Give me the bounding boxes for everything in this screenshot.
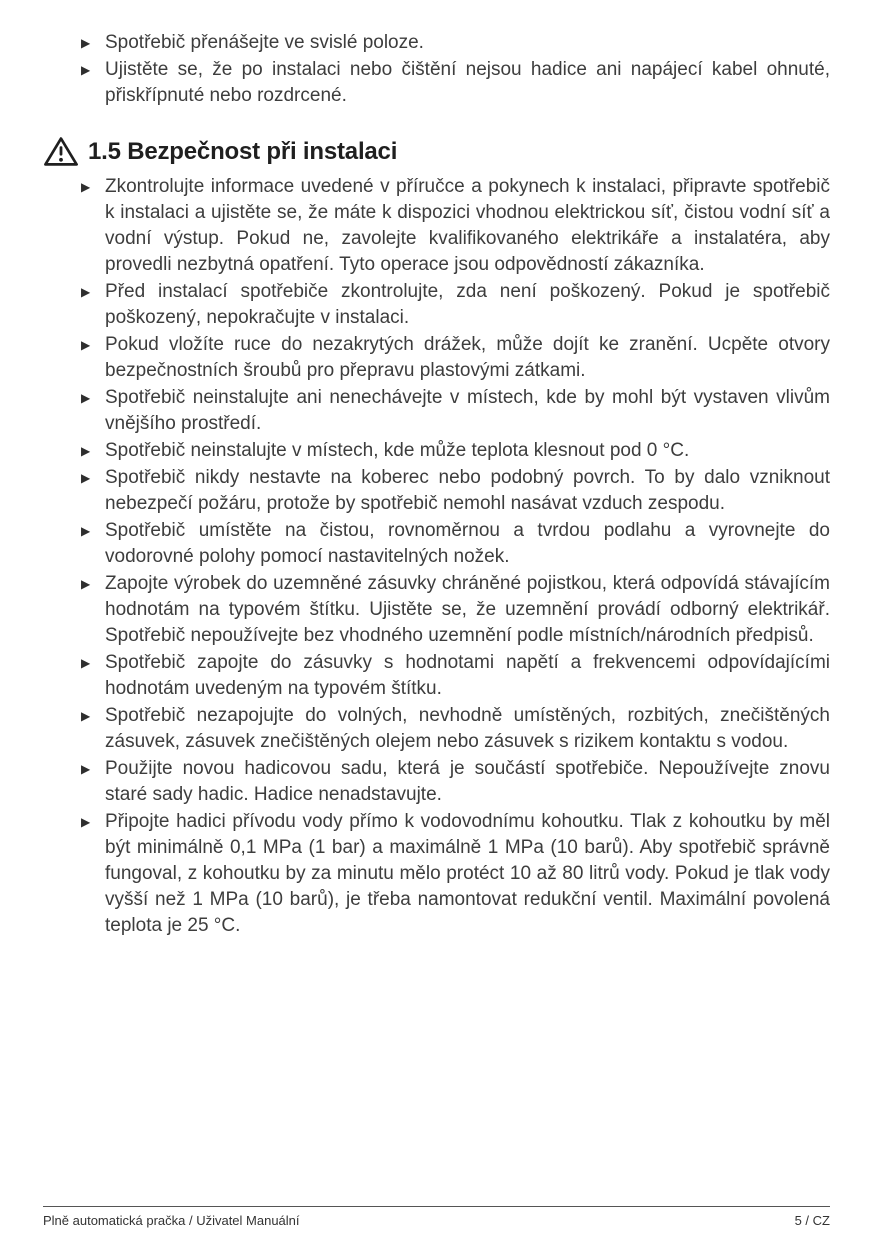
section-bullet-list <box>43 174 830 939</box>
bullet-text: Spotřebič umístěte na čistou, rovnoměrnou a tvrdou podlahu a vyrovnejte do vodorovné polohy pomocí nastavitelných nožek. <box>105 520 830 567</box>
bullet-text: Spotřebič neinstalujte ani nenechávejte v místech, kde by mohl být vystaven vlivům vnějšího prostředí. <box>105 387 830 434</box>
bullet-triangle-icon: ▶ <box>81 180 91 194</box>
list-item <box>43 703 830 755</box>
bullet-text: Ujistěte se, že po instalaci nebo čištění nejsou hadice ani napájecí kabel ohnuté, přiskřípnuté nebo rozdrcené. <box>105 59 830 106</box>
list-item <box>43 30 830 56</box>
bullet-triangle-icon: ▶ <box>81 471 91 485</box>
bullet-text: Spotřebič nezapojujte do volných, nevhodně umístěných, rozbitých, znečištěných zásuvek, zásuvek znečištěných olejem nebo zásuvek s rizikem kontaktu s vodou. <box>105 705 830 752</box>
list-item <box>43 518 830 570</box>
footer-doc-title: Plně automatická pračka / Uživatel Manuální <box>43 1213 300 1228</box>
bullet-text: Spotřebič nikdy nestavte na koberec nebo podobný povrch. To by dalo vzniknout nebezpečí požáru, protože by spotřebič nemohl nasávat vzduch zespodu. <box>105 467 830 514</box>
intro-bullet-list <box>43 30 830 109</box>
bullet-triangle-icon: ▶ <box>81 285 91 299</box>
list-item <box>43 57 830 109</box>
bullet-text: Pokud vložíte ruce do nezakrytých drážek, může dojít ke zranění. Ucpěte otvory bezpečnostních šroubů pro přepravu plastovými zátkami. <box>105 334 830 381</box>
bullet-triangle-icon: ▶ <box>81 709 91 723</box>
bullet-text: Připojte hadici přívodu vody přímo k vodovodnímu kohoutku. Tlak z kohoutku by měl být minimálně 0,1 MPa (1 bar) a maximálně 1 MPa (10 barů). Aby spotřebič správně fungoval, z kohoutku by za minutu mělo protéct 10 až 80 litrů vody. Pokud je tlak vody vyšší než 1 MPa (10 barů), je třeba namontovat redukční ventil. Maximální povolená teplota je 25 °C. <box>105 811 830 936</box>
page-footer <box>43 1206 830 1228</box>
section-heading <box>43 136 830 167</box>
bullet-triangle-icon: ▶ <box>81 656 91 670</box>
bullet-triangle-icon: ▶ <box>81 577 91 591</box>
footer-row <box>43 1207 830 1228</box>
footer-page-number: 5 / CZ <box>794 1213 830 1228</box>
list-item <box>43 385 830 437</box>
bullet-text: Spotřebič zapojte do zásuvky s hodnotami napětí a frekvencemi odpovídajícími hodnotám uvedeným na typovém štítku. <box>105 652 830 699</box>
bullet-text: Zapojte výrobek do uzemněné zásuvky chráněné pojistkou, která odpovídá stávajícím hodnotám na typovém štítku. Ujistěte se, že uzemnění provádí odborný elektrikář. Spotřebič nepoužívejte bez vhodného uzemnění podle místních/národních předpisů. <box>105 573 830 646</box>
bullet-triangle-icon: ▶ <box>81 762 91 776</box>
bullet-text: Použijte novou hadicovou sadu, která je součástí spotřebiče. Nepoužívejte znovu staré sady hadic. Hadice nenadstavujte. <box>105 758 830 805</box>
list-item <box>43 809 830 939</box>
bullet-triangle-icon: ▶ <box>81 391 91 405</box>
list-item <box>43 438 830 464</box>
warning-icon <box>43 136 79 167</box>
section-title: 1.5 Bezpečnost při instalaci <box>88 137 398 165</box>
list-item <box>43 756 830 808</box>
bullet-text: Spotřebič přenášejte ve svislé poloze. <box>105 32 424 53</box>
bullet-triangle-icon: ▶ <box>81 36 91 50</box>
bullet-text: Spotřebič neinstalujte v místech, kde může teplota klesnout pod 0 °C. <box>105 440 690 461</box>
list-item <box>43 332 830 384</box>
bullet-text: Zkontrolujte informace uvedené v příručce a pokynech k instalaci, připravte spotřebič k instalaci a ujistěte se, že máte k dispozici vhodnou elektrickou síť, čistou vodní síť a vodní výstup. Pokud ne, zavolejte kvalifikovaného elektrikáře a instalatéra, aby provedli nezbytná opatření. Tyto operace jsou odpovědností zákazníka. <box>105 176 830 275</box>
bullet-triangle-icon: ▶ <box>81 524 91 538</box>
bullet-triangle-icon: ▶ <box>81 444 91 458</box>
bullet-triangle-icon: ▶ <box>81 338 91 352</box>
list-item <box>43 465 830 517</box>
list-item <box>43 571 830 649</box>
bullet-triangle-icon: ▶ <box>81 63 91 77</box>
bullet-triangle-icon: ▶ <box>81 815 91 829</box>
list-item <box>43 650 830 702</box>
list-item <box>43 174 830 278</box>
bullet-text: Před instalací spotřebiče zkontrolujte, zda není poškozený. Pokud je spotřebič poškozený, nepokračujte v instalaci. <box>105 281 830 328</box>
list-item <box>43 279 830 331</box>
